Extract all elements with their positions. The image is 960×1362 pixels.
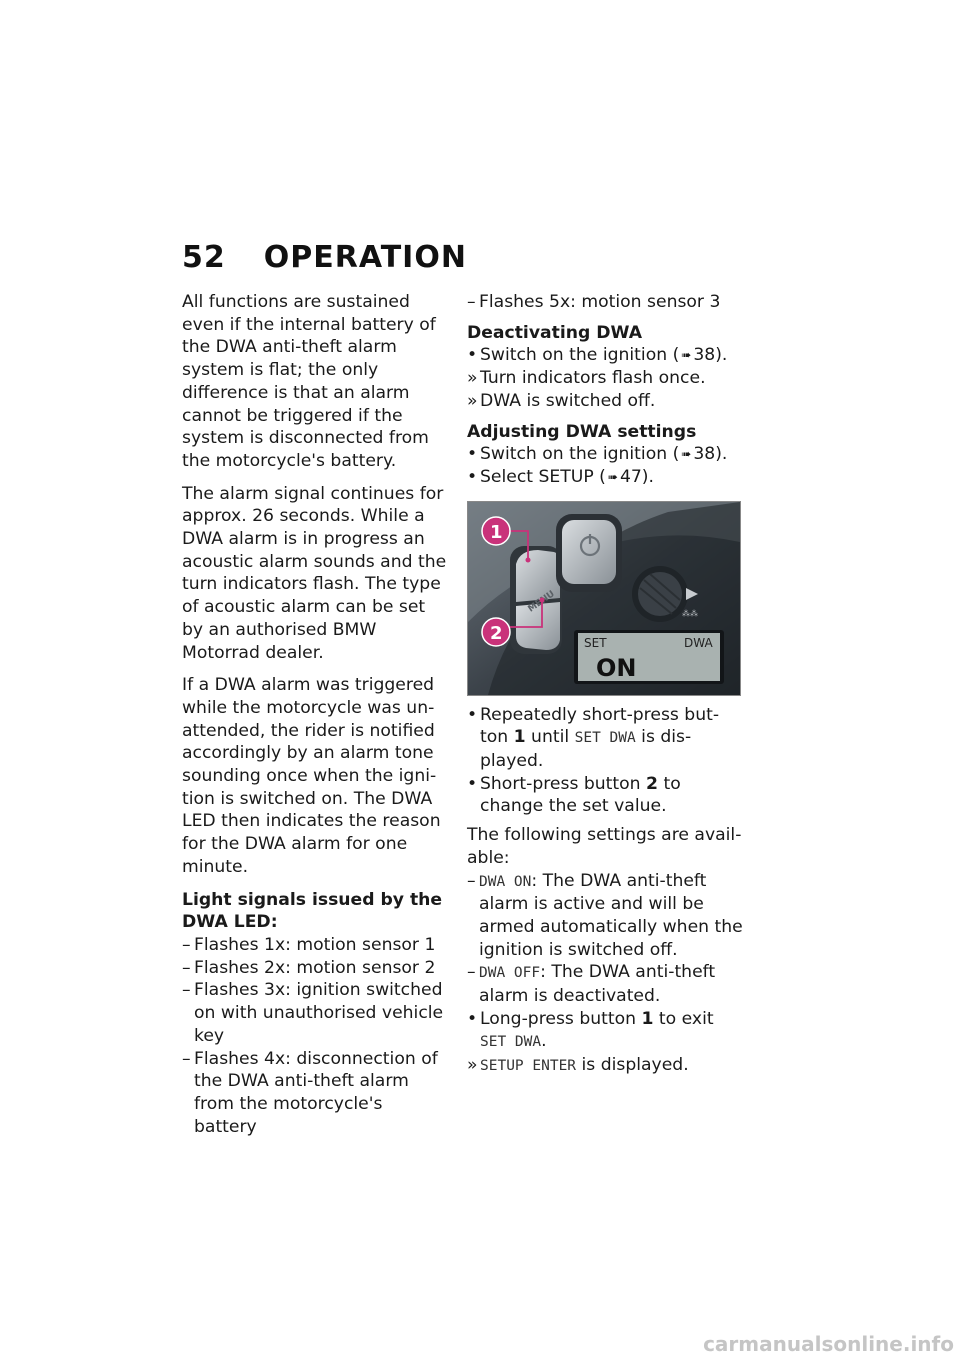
result-icon: » [467, 368, 478, 389]
page-reference[interactable]: 38). [693, 444, 728, 465]
heading-adjusting-dwa: Adjusting DWA settings [467, 421, 697, 442]
exit-steps [467, 1008, 745, 1078]
list-item: • Long-press button 1 to exit SET DWA. [467, 1008, 714, 1052]
dash-icon: – [467, 962, 476, 983]
page-reference-arrow-icon: ➠ [681, 348, 692, 363]
watermark: carmanualsonline.info [703, 1332, 954, 1356]
callout-dot-2 [540, 597, 545, 602]
callout-number-2: 2 [490, 622, 503, 644]
display-code: SET DWA [574, 730, 636, 747]
dash-icon: – [467, 870, 476, 891]
list-item: » SETUP ENTER is displayed. [467, 1055, 689, 1076]
list-item: – DWA OFF: The DWA anti-theft alarm is deactivated. [467, 962, 716, 1007]
page-header [182, 240, 467, 275]
list-item: – Flashes 4x: disconnection of the DWA anti-theft alarm from the motorcycle's battery [182, 1048, 438, 1137]
display-code: DWA ON [479, 873, 532, 890]
list-item: • Short-press button 2 to change the set value. [467, 773, 681, 817]
page-reference[interactable]: 47). [619, 466, 654, 487]
heading-deactivating-dwa: Deactivating DWA [467, 322, 643, 343]
right-column [467, 291, 745, 1084]
list-item: » Turn indicators flash once. [467, 368, 706, 389]
result-icon: » [467, 1055, 478, 1076]
bullet-icon: • [467, 345, 478, 366]
adjust-steps [467, 443, 745, 488]
callout-dot-1 [526, 557, 531, 562]
paragraph-alarm-signal: The alarm signal continues for approx. 26 seconds. While a DWA alarm is in progress an acoustic alarm sounds and the turn indicators flash. The type of acoustic alarm can be set by an authorised BMW Motorrad dealer. [182, 483, 447, 663]
dash-icon: – [182, 934, 191, 955]
list-item: – Flashes 1x: motion sensor 1 [182, 934, 436, 955]
display-code: SETUP ENTER [480, 1058, 577, 1075]
available-settings-intro: The following settings are avail-able: [467, 825, 742, 868]
available-settings-list [467, 870, 745, 1008]
dash-icon: – [467, 292, 476, 312]
display-label-set: SET [584, 635, 607, 650]
dash-icon: – [182, 1048, 191, 1069]
page-title: OPERATION [263, 240, 467, 275]
result-icon: » [467, 390, 478, 411]
list-item: – Flashes 3x: ignition switched on with unauthorised vehicle key [182, 980, 444, 1046]
heading-light-signals: Light signals issued by the DWA LED: [182, 889, 443, 933]
deactivate-steps [467, 344, 745, 412]
page-reference-arrow-icon: ➠ [607, 469, 618, 484]
light-signals-list [182, 934, 450, 1138]
list-item: • Repeatedly short-press but-ton 1 until SET DWA is dis-played. [467, 704, 720, 772]
handlebar-controls-illustration [468, 502, 740, 695]
bullet-icon: • [467, 773, 478, 794]
bullet-icon: • [467, 704, 478, 725]
list-item: • Switch on the ignition ( ➠ 38). [467, 345, 728, 366]
page-reference-arrow-icon: ➠ [681, 447, 692, 462]
list-item: – Flashes 5x: motion sensor 3 [467, 292, 721, 312]
indicator-legend-icon: ⁂⁂ [682, 608, 698, 618]
list-item: • Switch on the ignition ( ➠ 38). [467, 444, 728, 465]
list-item: – DWA ON: The DWA anti-theft alarm is active and will be armed automatically when the ignition is switched off. [467, 870, 743, 960]
display-label-dwa: DWA [684, 635, 713, 650]
page-number: 52 [182, 240, 226, 275]
dash-icon: – [182, 980, 191, 1001]
handlebar-controls-figure [467, 501, 741, 696]
display-value: ON [596, 653, 637, 682]
setting-steps [467, 704, 745, 819]
callout-number-1: 1 [490, 521, 503, 543]
bullet-icon: • [467, 444, 478, 465]
display-code: SET DWA [480, 1034, 542, 1051]
list-item: • Select SETUP ( ➠ 47). [467, 466, 654, 487]
display-code: DWA OFF [479, 965, 541, 982]
list-item: – Flashes 2x: motion sensor 2 [182, 957, 436, 978]
list-item: » DWA is switched off. [467, 390, 656, 411]
light-signals-list-continued [467, 291, 745, 314]
left-column [182, 291, 450, 1144]
dash-icon: – [182, 957, 191, 978]
bullet-icon: • [467, 466, 478, 487]
bullet-icon: • [467, 1008, 478, 1029]
paragraph-battery: All functions are sustained even if the internal battery of the DWA anti-theft alarm system is flat; the only difference is that an alarm cannot be triggered if the system is disconnected from the motorcycle's battery. [182, 292, 436, 471]
paragraph-alarm-notification: If a DWA alarm was triggered while the motorcycle was un-attended, the rider is notified accordingly by an alarm tone sounding once when the igni-tion is switched on. The DWA LED then indicates the reason for the DWA alarm for one minute. [182, 675, 441, 877]
page-reference[interactable]: 38). [693, 345, 728, 366]
